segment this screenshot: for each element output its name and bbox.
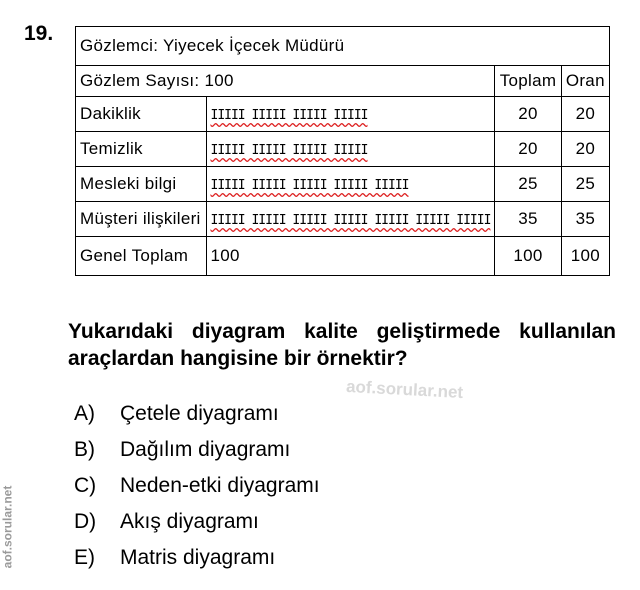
option-text: Matris diyagramı <box>120 546 276 569</box>
row-rate: 25 <box>561 167 609 202</box>
option-letter: E) <box>74 546 95 569</box>
tally-marks: IIIII IIIII IIIII IIIII IIIII IIIII IIIII <box>210 213 491 228</box>
tally-marks: IIIII IIIII IIIII IIIII <box>210 143 368 158</box>
row-total: 35 <box>495 202 561 237</box>
table-title: Gözlemci: Yiyecek İçecek Müdürü <box>76 27 610 66</box>
row-rate: 20 <box>561 132 609 167</box>
observation-count-header: Gözlem Sayısı: 100 <box>76 66 495 97</box>
option-text: Akış diyagramı <box>120 510 259 533</box>
row-rate: 20 <box>561 97 609 132</box>
option-letter: B) <box>74 438 95 461</box>
row-label: Dakiklik <box>76 97 207 132</box>
option-b[interactable] <box>74 432 320 468</box>
row-total: 25 <box>495 167 561 202</box>
observation-table <box>75 26 610 276</box>
option-c[interactable] <box>74 468 320 504</box>
row-rate: 35 <box>561 202 609 237</box>
table-title-row <box>76 27 610 66</box>
option-letter: C) <box>74 474 97 497</box>
option-d[interactable] <box>74 504 320 540</box>
answer-options <box>74 396 320 576</box>
grand-total-value: 100 <box>206 237 495 276</box>
rate-column-header: Oran <box>561 66 609 97</box>
grand-total-rate: 100 <box>561 237 609 276</box>
row-total: 20 <box>495 132 561 167</box>
option-text: Neden-etki diyagramı <box>120 474 320 497</box>
table-row <box>76 167 610 202</box>
tally-marks: IIIII IIIII IIIII IIIII IIIII <box>210 178 409 193</box>
option-e[interactable] <box>74 540 320 576</box>
option-text: Çetele diyagramı <box>120 402 279 425</box>
total-column-header: Toplam <box>495 66 561 97</box>
table-row <box>76 202 610 237</box>
side-watermark: aof.sorular.net <box>0 485 15 569</box>
row-label: Temizlik <box>76 132 207 167</box>
table-row <box>76 132 610 167</box>
table-row <box>76 97 610 132</box>
grand-total-label: Genel Toplam <box>76 237 207 276</box>
grand-total-sum: 100 <box>495 237 561 276</box>
table-total-row <box>76 237 610 276</box>
option-letter: D) <box>74 510 97 533</box>
option-a[interactable] <box>74 396 320 432</box>
table-header-row <box>76 66 610 97</box>
option-text: Dağılım diyagramı <box>120 438 291 461</box>
row-total: 20 <box>495 97 561 132</box>
question-text: Yukarıdaki diyagram kalite geliştirmede kullanılan araçlardan hangisine bir örnektir? <box>68 320 616 370</box>
row-label: Mesleki bilgi <box>76 167 207 202</box>
option-letter: A) <box>74 402 95 425</box>
watermark: aof.sorular.net <box>345 376 464 403</box>
row-label: Müşteri ilişkileri <box>76 202 207 237</box>
tally-marks: IIIII IIIII IIIII IIIII <box>210 108 368 123</box>
question-number: 19. <box>24 22 54 45</box>
